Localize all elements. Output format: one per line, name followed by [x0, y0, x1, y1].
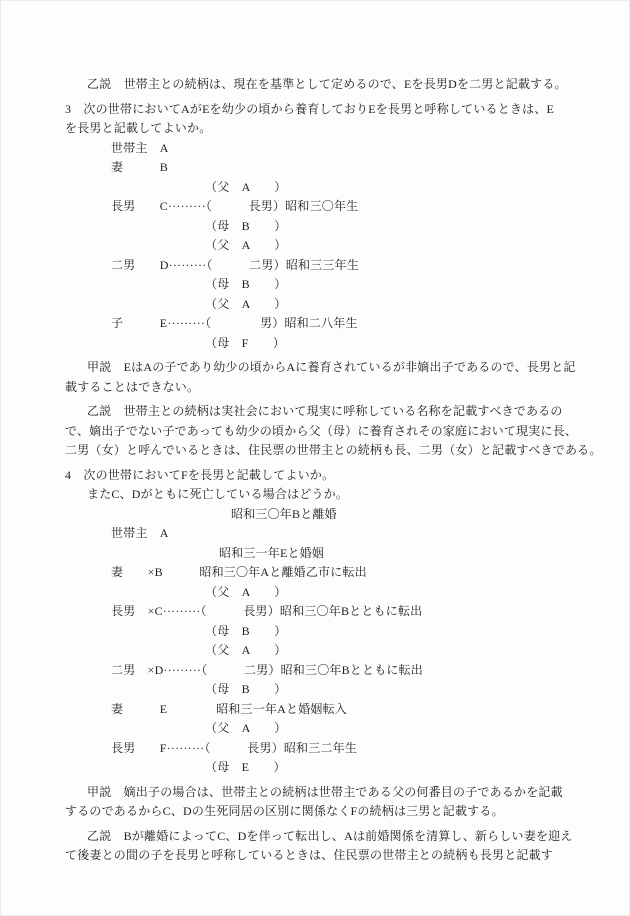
text-line: 二男（女）と呼んでいるときは、住民票の世帯主との続柄も長、二男（女）と記載すべきである。	[65, 443, 602, 457]
text-line: （母 B ）	[205, 218, 287, 233]
text-line: （母 B ）	[205, 682, 287, 696]
text-line: 乙説 世帯主との続柄は実社会において現実に呼称している名称を記載すべきであるの	[87, 404, 563, 418]
text-line: を長男と記載してよいか。	[65, 121, 212, 135]
document-lines	[65, 75, 602, 866]
text-line: （父 A ）	[205, 584, 287, 599]
text-line: 甲説 EはAの子であり幼少の頃からAに養育されているが非嫡出子であるので、長男と記	[87, 360, 576, 374]
text-line: （母 F ）	[205, 335, 286, 350]
text-line: 長男 ×C·········（ 長男）昭和三〇年Bとともに転出	[111, 604, 423, 618]
text-line: （父 A ）	[205, 721, 287, 735]
text-line: 乙説 世帯主との続柄は、現在を基準として定めるので、Eを長男Dを二男と記載する。	[87, 77, 567, 91]
text-line: 二男 D·········（ 二男）昭和三三年生	[111, 257, 360, 272]
text-line: 妻 E 昭和三一年Aと婚姻転入	[111, 701, 347, 716]
text-line: 長男 C·········（ 長男）昭和三〇年生	[111, 199, 359, 213]
text-line: （父 A ）	[205, 643, 287, 657]
text-line: 世帯主 A	[111, 140, 169, 155]
text-line: （父 A ）	[205, 179, 287, 194]
text-line: で、嫡出子でない子であっても幼少の頃から父（母）に養育されその家庭において現実に長、	[65, 423, 578, 438]
text-line: 甲説 嫡出子の場合は、世帯主との続柄は世帯主である父の何番目の子であるかを記載	[87, 784, 563, 799]
text-line: 昭和三一年Eと婚姻	[219, 545, 325, 560]
text-line: て後妻との間の子を長男と呼称しているときは、住民票の世帯主との続柄も長男と記載す	[65, 848, 554, 862]
text-line: 4 次の世帯においてFを長男と記載してよいか。	[65, 467, 335, 482]
text-line: （母 B ）	[205, 277, 287, 291]
text-line: 昭和三〇年Bと離婚	[231, 506, 337, 521]
text-line: 長男 F·········（ 長男）昭和三二年生	[111, 740, 358, 755]
text-line: （父 A ）	[205, 296, 287, 311]
text-line: 3 次の世帯においてAがEを幼少の頃から養育しておりEを長男と呼称しているときは、E	[65, 101, 555, 116]
text-line: （母 B ）	[205, 623, 287, 638]
text-line: またC、Dがともに死亡している場合はどうか。	[87, 487, 349, 501]
text-line: （母 E ）	[205, 760, 286, 774]
text-line: するのであるからC、Dの生死同居の区別に関係なくFの続柄は三男と記載する。	[65, 804, 504, 818]
text-line: 乙説 Bが離婚によってC、Dを伴って転出し、Aは前婚関係を清算し、新らしい妻を迎え	[87, 828, 573, 843]
text-line: 世帯主 A	[111, 526, 169, 540]
text-line: 二男 ×D·········（ 二男）昭和三〇年Bとともに転出	[111, 662, 424, 677]
text-line: （父 A ）	[205, 238, 287, 252]
text-line: 載することはできない。	[65, 379, 200, 394]
text-line: 妻 B	[111, 160, 169, 174]
text-line: 子 E·········（ 男）昭和二八年生	[111, 316, 358, 330]
text-line: 妻 ×B 昭和三〇年Aと離婚乙市に転出	[111, 565, 367, 579]
